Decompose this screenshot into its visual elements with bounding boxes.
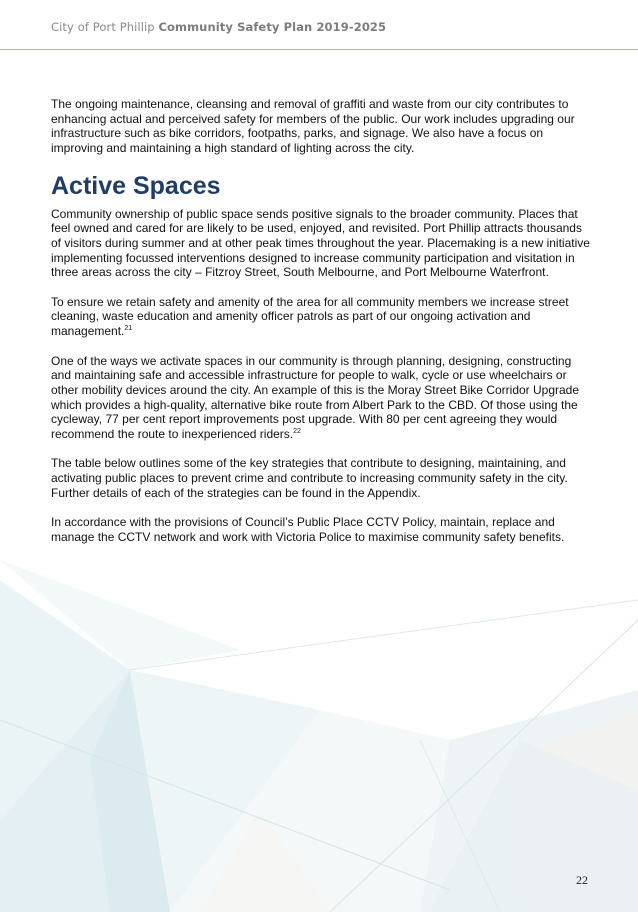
paragraph-1: Community ownership of public space sends positive signals to the broader community. Places that feel owned and cared for are likely to be used, enjoyed, and revisited. Port Phillip attracts thousands of visitors during summer and at other peak times throughout the year. Placemaking is a new initiative implementing focussed interventions designed to increase community participation and visitation in three areas across the city – Fitzroy Street, South Melbourne, and Port Melbourne Waterfront.: [51, 206, 590, 280]
section-heading: Active Spaces: [51, 171, 221, 200]
paragraph-4: The table below outlines some of the key strategies that contribute to designing, maintaining, and activating public places to prevent crime and contribute to increasing community safety in the city. Further details of each of the strategies can be found in the Appendix.: [51, 456, 568, 500]
page-header: [0, 0, 638, 50]
page-number: 22: [576, 873, 588, 887]
paragraph-2-text: To ensure we retain safety and amenity of the area for all community members we increase street cleaning, waste education and amenity officer patrols as part of our ongoing activation and management.: [51, 294, 569, 339]
paragraph-5: In accordance with the provisions of Council’s Public Place CCTV Policy, maintain, replace and manage the CCTV network and work with Victoria Police to maximise community safety benefits.: [51, 515, 565, 544]
header-prefix: City of Port Phillip: [51, 20, 155, 34]
footnote-ref-22: 22: [293, 428, 301, 436]
footnote-ref-21: 21: [124, 325, 133, 333]
header-text: [51, 20, 386, 34]
paragraph-3: [51, 354, 591, 442]
decorative-background-graphic: [0, 560, 638, 912]
paragraph-3-text: One of the ways we activate spaces in our community is through planning, designing, constructing and maintaining safe and accessible infrastructure for people to walk, cycle or use wheelchairs or other mobility devices around the city. An example of this is the Moray Street Bike Corridor Upgrade which provides a high-quality, alternative bike route from Albert Park to the CBD. Of those using the cycleway, 77 per cent report improvements post upgrade. With 80 per cent agreeing they would recommend the route to inexperienced riders.: [51, 353, 580, 442]
paragraph-2: [51, 295, 591, 339]
intro-paragraph: The ongoing maintenance, cleansing and removal of graffiti and waste from our city contributes to enhancing actual and perceived safety for members of the public. Our work includes upgrading our infrastructure such as bike corridors, footpaths, parks, and signage. We also have a focus on improving and maintaining a high standard of lighting across the city.: [51, 97, 575, 156]
page-content: [51, 97, 591, 559]
header-title: Community Safety Plan 2019-2025: [158, 20, 387, 34]
